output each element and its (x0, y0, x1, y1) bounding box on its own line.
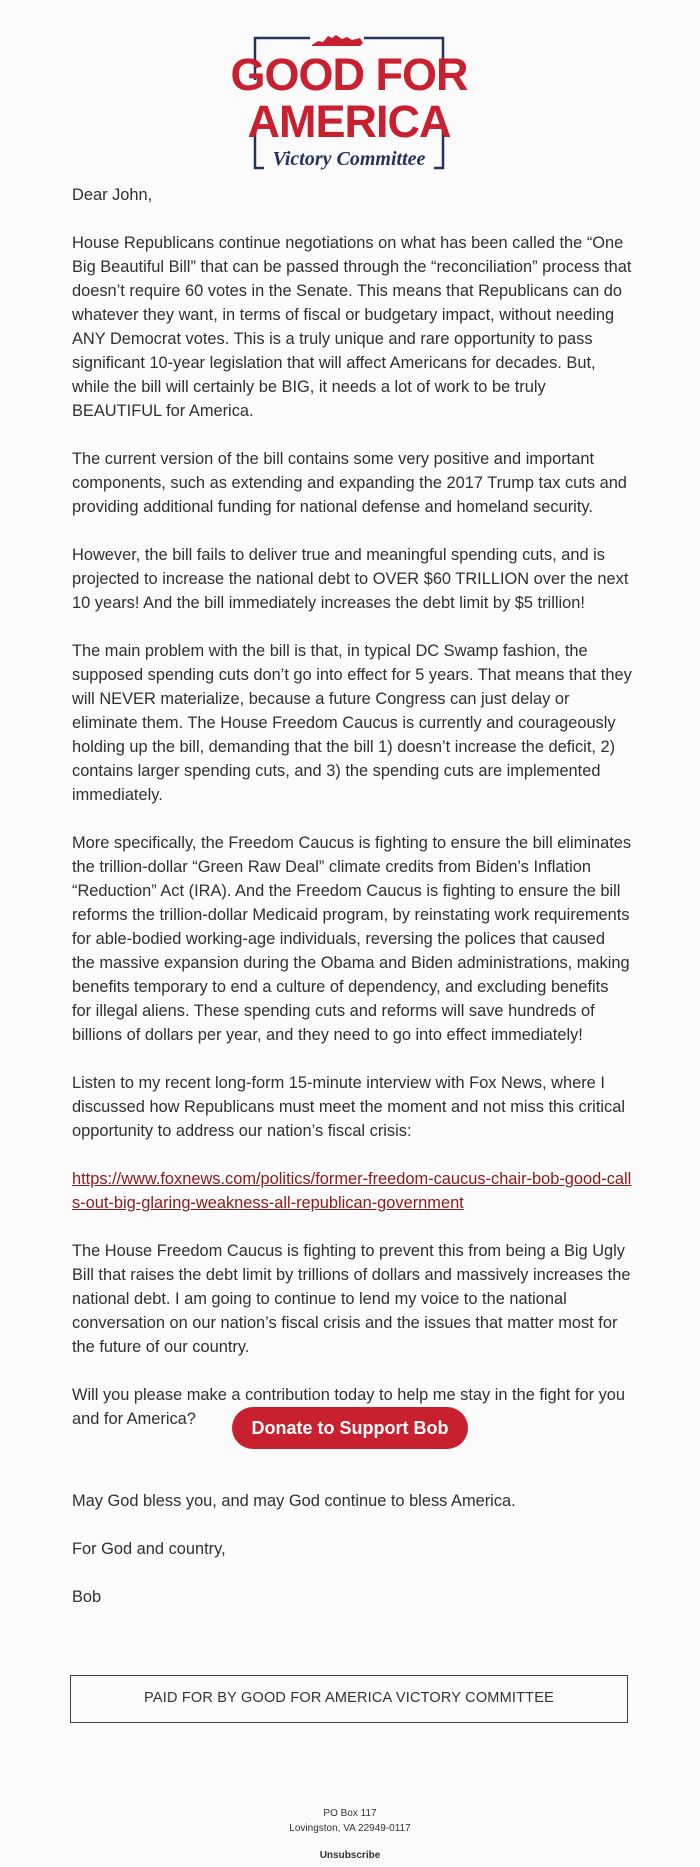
body-paragraph: House Republicans continue negotiations on what has been called the “One Big Beautiful Bill” that can be passed through the “reconciliation” process that doesn’t require 60 votes in the Senate. This means that Republicans can do whatever they want, in terms of fiscal or budgetary impact, without needing ANY Democrat votes. This is a truly unique and rare opportunity to pass significant 10-year legislation that will affect Americans for decades. But, while the bill will certainly be BIG, it needs a lot of work to be truly BEAUTIFUL for America. (72, 234, 632, 420)
logo-tagline: Victory Committee (272, 148, 426, 170)
address-line-1: PO Box 117 (323, 1808, 377, 1819)
donate-button-wrapper (0, 1407, 700, 1449)
body-paragraph: The House Freedom Caucus is fighting to prevent this from being a Big Ugly Bill that raises the debt limit by trillions of dollars and massively increases the national debt. I am going to continue to lend my voice to the national conversation on our nation’s fiscal crisis and the issues that matter most for the future of our country. (72, 1242, 631, 1356)
body-paragraph: The main problem with the bill is that, in typical DC Swamp fashion, the supposed spending cuts don’t go into effect for 5 years. That means that they will NEVER materialize, because a future Congress can just delay or eliminate them. The House Freedom Caucus is currently and courageously holding up the bill, demanding that the bill 1) doesn’t increase the deficit, 2) contains larger spending cuts, and 3) the spending cuts are implemented immediately. (72, 642, 632, 804)
fox-news-link-paragraph (72, 1167, 632, 1215)
logo-line-america: AMERICA (247, 96, 451, 147)
body-paragraph: More specifically, the Freedom Caucus is fighting to ensure the bill eliminates the trillion-dollar “Green Raw Deal” climate credits from Biden’s Inflation “Reduction” Act (IRA). And the Freedom Caucus is fighting to ensure the bill reforms the trillion-dollar Medicaid program, by reinstating work requirements for able-bodied working-age individuals, reversing the polices that caused the massive expansion during the Obama and Biden administrations, making benefits temporary to end a culture of dependency, and excluding benefits for illegal aliens. These spending cuts and reforms will save hundreds of billions of dollars per year, and they need to go into effect immediately! (72, 834, 632, 1044)
closing-blessing: May God bless you, and may God continue to bless America. (72, 1492, 516, 1510)
email-body (72, 183, 632, 1455)
virginia-state-icon (312, 35, 363, 46)
donate-button[interactable]: Donate to Support Bob (232, 1407, 468, 1449)
contribution-ask: Will you please make a contribution today to help me stay in the fight for you and for America? (72, 1386, 626, 1428)
signature: Bob (72, 1588, 102, 1606)
mailing-address (0, 1806, 700, 1836)
body-paragraph: Listen to my recent long-form 15-minute interview with Fox News, where I discussed how Republicans must meet the moment and not miss this critical opportunity to address our nation’s fiscal crisis: (72, 1074, 625, 1140)
good-for-america-logo (230, 35, 468, 171)
closing-signoff: For God and country, (72, 1540, 226, 1558)
paid-for-disclaimer: PAID FOR BY GOOD FOR AMERICA VICTORY COMMITTEE (70, 1675, 628, 1723)
body-paragraph: However, the bill fails to deliver true and meaningful spending cuts, and is projected to increase the national debt to OVER $60 TRILLION over the next 10 years! And the bill immediately increases the debt limit by $5 trillion! (72, 546, 629, 612)
unsubscribe-link[interactable]: Unsubscribe (319, 1850, 381, 1861)
logo-line-good-for: GOOD FOR (230, 49, 468, 100)
address-line-2: Lovingston, VA 22949-0117 (289, 1823, 411, 1834)
body-paragraph: The current version of the bill contains some very positive and important components, such as extending and expanding the 2017 Trump tax cuts and providing additional funding for national defense and homeland security. (72, 450, 627, 516)
closing-section (72, 1489, 632, 1633)
salutation: Dear John, (72, 186, 153, 204)
fox-news-interview-link[interactable]: https://www.foxnews.com/politics/former-freedom-caucus-chair-bob-good-calls-out-big-glaring-weakness-all-republican-government (72, 1170, 632, 1212)
